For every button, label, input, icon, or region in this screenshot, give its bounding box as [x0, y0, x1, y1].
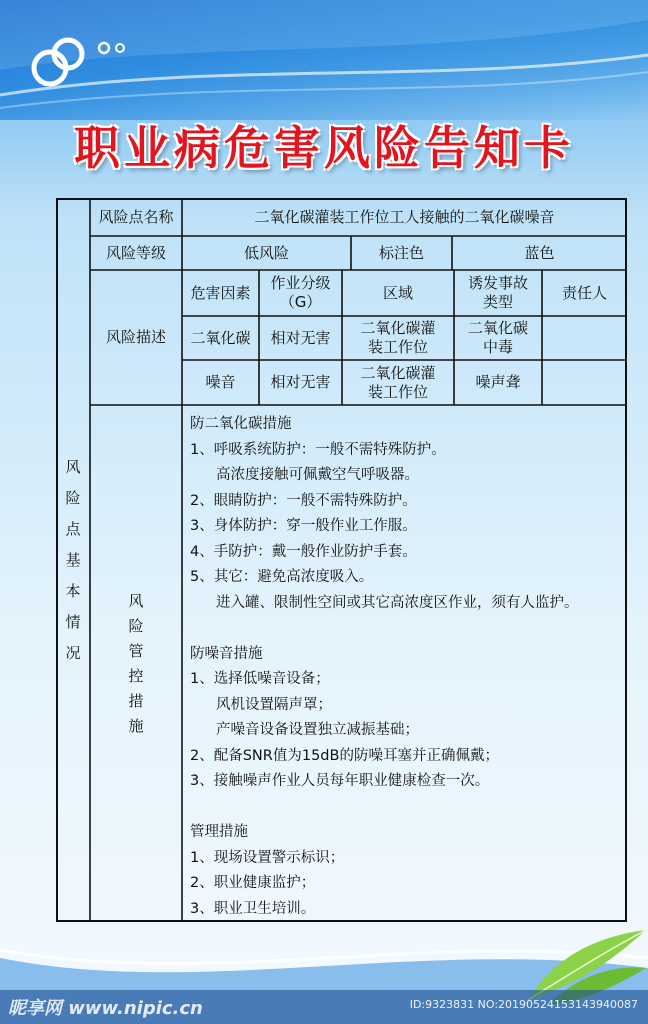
risk-level-label: 风险等级: [105, 243, 166, 262]
measure-line: 5、其它：避免高浓度吸入。: [190, 569, 374, 585]
side-label-char: 基: [65, 550, 81, 569]
measure-line: 3、接触噪声作业人员每年职业健康检查一次。: [190, 773, 490, 789]
measure-line: 3、职业卫生培训。: [190, 900, 316, 917]
risk-description-label: 风险描述: [105, 328, 166, 346]
risk-point-name-label: 风险点名称: [98, 207, 174, 226]
table-cell: 相对无害: [270, 373, 331, 391]
header-responsible: 责任人: [561, 283, 607, 302]
side-label-char: 本: [65, 581, 81, 600]
measure-line: 2、职业健康监护；: [190, 875, 316, 891]
header-work-grade: 作业分级（G）: [270, 274, 331, 311]
header-area: 区域: [382, 283, 413, 302]
measure-line: 1、呼吸系统防护：一般不需特殊防护。: [190, 441, 446, 458]
table-cell: [542, 360, 627, 405]
control-measures-list: [190, 412, 630, 922]
control-label-char: 控: [128, 666, 144, 685]
measure-heading: 管理措施: [190, 824, 248, 840]
measure-line: 1、现场设置警示标识；: [190, 849, 345, 866]
table-cell: 噪音: [205, 373, 236, 391]
measure-spacer: [190, 616, 630, 642]
table-cell: 噪声聋: [475, 373, 521, 391]
side-label: [56, 198, 90, 922]
measure-line: 4、手防护：戴一般作业防护手套。: [190, 543, 417, 560]
measure-heading: 防二氧化碳措施: [190, 416, 292, 432]
measure-line: 2、眼睛防护：一般不需特殊防护。: [190, 492, 417, 509]
measure-line: 1、选择低噪音设备；: [190, 671, 330, 687]
side-label-char: 况: [65, 643, 81, 662]
risk-point-name-value: 二氧化碳灌装工作位工人接触的二氧化碳噪音: [254, 207, 555, 226]
header-hazard-factor: 危害因素: [190, 283, 251, 302]
side-label-char: 点: [65, 519, 81, 538]
measure-line: 风机设置隔声罩；: [216, 696, 332, 713]
control-label-char: 险: [128, 616, 144, 635]
control-label-char: 风: [128, 591, 144, 610]
measure-line: 进入罐、限制性空间或其它高浓度区作业，须有人监护。: [216, 594, 579, 611]
measure-line: 2、配备SNR值为15dB的防噪耳塞并正确佩戴；: [190, 747, 499, 764]
measure-line: 高浓度接触可佩戴空气呼吸器。: [216, 467, 419, 483]
table-cell: 二氧化碳: [190, 328, 251, 347]
measure-spacer: [190, 795, 630, 821]
measure-line: 3、身体防护：穿一般作业工作服。: [190, 518, 417, 534]
control-label-char: 管: [128, 641, 144, 660]
side-label-char: 险: [65, 488, 81, 507]
side-label-char: 风: [65, 457, 81, 476]
control-label-char: 施: [128, 716, 144, 735]
side-label-char: 情: [65, 612, 81, 631]
risk-control-label: [90, 405, 182, 922]
color-label: 标注色: [378, 243, 424, 262]
table-cell: 相对无害: [270, 328, 331, 347]
measure-heading: 防噪音措施: [190, 645, 263, 662]
table-cell: 二氧化碳中毒: [467, 319, 528, 356]
rings-logo-icon: [20, 28, 140, 98]
risk-level-value: 低风险: [243, 243, 289, 262]
watermark-logo: 昵享网 www.nipic.cn: [8, 998, 203, 1019]
table-cell: 二氧化碳灌装工作位: [360, 363, 436, 401]
color-value: 蓝色: [524, 243, 555, 262]
watermark-id: ID:9323831 NO:20190524153143940087: [409, 998, 638, 1011]
control-label-char: 措: [128, 691, 144, 710]
table-cell: [542, 316, 627, 360]
header-accident-type: 诱发事故类型: [467, 274, 528, 311]
table-cell: 二氧化碳灌装工作位: [360, 319, 436, 356]
measure-line: 产噪音设备设置独立减振基础；: [216, 722, 419, 738]
page-title: 职业病危害风险告知卡: [74, 121, 574, 175]
